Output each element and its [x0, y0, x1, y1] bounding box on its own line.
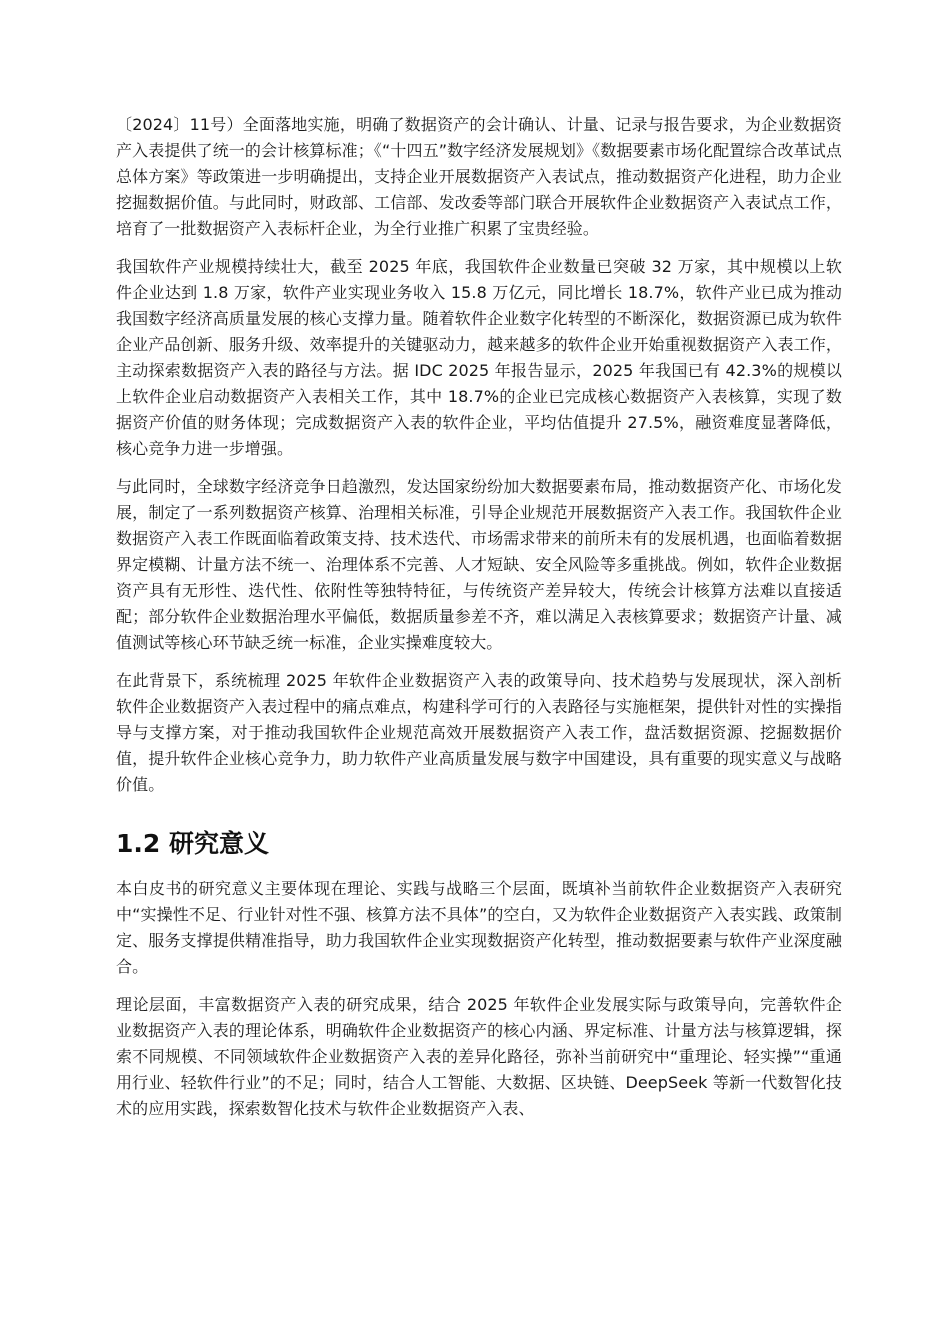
- paragraph-significance-overview: 本白皮书的研究意义主要体现在理论、实践与战略三个层面，既填补当前软件企业数据资产入表研究中“实操性不足、行业针对性不强、核算方法不具体”的空白，又为软件企业数据资产入表实践、政策制定、服务支撑提供精准指导，助力我国软件企业实现数据资产化转型，推动数据要素与软件产业深度融合。: [116, 879, 842, 976]
- section-heading-research-significance: 1.2 研究意义: [116, 829, 269, 858]
- paragraph-policy-implementation: 〔2024〕11号）全面落地实施，明确了数据资产的会计确认、计量、记录与报告要求，为企业数据资产入表提供了统一的会计核算标准；《“十四五”数字经济发展规划》《数据要素市场化配置综合改革试点总体方案》等政策进一步明确提出，支持企业开展数据资产入表试点，推动数据资产化进程，助力企业挖掘数据价值。与此同时，财政部、工信部、发改委等部门联合开展软件企业数据资产入表试点工作，培育了一批数据资产入表标杆企业，为全行业推广积累了宝贵经验。: [116, 115, 842, 238]
- paragraph-global-competition: 与此同时，全球数字经济竞争日趋激烈，发达国家纷纷加大数据要素布局，推动数据资产化、市场化发展，制定了一系列数据资产核算、治理相关标准，引导企业规范开展数据资产入表工作。我国软件企业数据资产入表工作既面临着政策支持、技术迭代、市场需求带来的前所未有的发展机遇，也面临着数据界定模糊、计量方法不统一、治理体系不完善、人才短缺、安全风险等多重挑战。例如，软件企业数据资产具有无形性、迭代性、依附性等独特特征，与传统资产差异较大，传统会计核算方法难以直接适配；部分软件企业数据治理水平偏低，数据质量参差不齐，难以满足入表核算要求；数据资产计量、减值测试等核心环节缺乏统一标准，企业实操难度较大。: [116, 477, 842, 652]
- paragraph-background-summary: 在此背景下，系统梳理 2025 年软件企业数据资产入表的政策导向、技术趋势与发展现状，深入剖析软件企业数据资产入表过程中的痛点难点，构建科学可行的入表路径与实施框架，提供针对性的实操指导与支撑方案，对于推动我国软件企业规范高效开展数据资产入表工作，盘活数据资源、挖掘数据价值，提升软件企业核心竞争力，助力软件产业高质量发展与数字中国建设，具有重要的现实意义与战略价值。: [116, 671, 842, 794]
- paragraph-theory-level: 理论层面，丰富数据资产入表的研究成果，结合 2025 年软件企业发展实际与政策导向，完善软件企业数据资产入表的理论体系，明确软件企业数据资产的核心内涵、界定标准、计量方法与核算逻辑，探索不同规模、不同领域软件企业数据资产入表的差异化路径，弥补当前研究中“重理论、轻实操”“重通用行业、轻软件行业”的不足；同时，结合人工智能、大数据、区块链、DeepSeek 等新一代数智化技术的应用实践，探索数智化技术与软件企业数据资产入表、: [116, 995, 842, 1118]
- document-body: [116, 112, 842, 1134]
- paragraph-industry-scale: 我国软件产业规模持续壮大，截至 2025 年底，我国软件企业数量已突破 32 万家，其中规模以上软件企业达到 1.8 万家，软件产业实现业务收入 15.8 万亿元，同比增长 18.7%，软件产业已成为推动我国数字经济高质量发展的核心支撑力量。随着软件企业数字化转型的不断深化，数据资源已成为软件企业产品创新、服务升级、效率提升的关键驱动力，越来越多的软件企业开始重视数据资产入表工作，主动探索数据资产入表的路径与方法。据 IDC 2025 年报告显示，2025 年我国已有 42.3%的规模以上软件企业启动数据资产入表相关工作，其中 18.7%的企业已完成核心数据资产入表核算，实现了数据资产价值的财务体现；完成数据资产入表的软件企业，平均估值提升 27.5%，融资难度显著降低，核心竞争力进一步增强。: [116, 257, 842, 458]
